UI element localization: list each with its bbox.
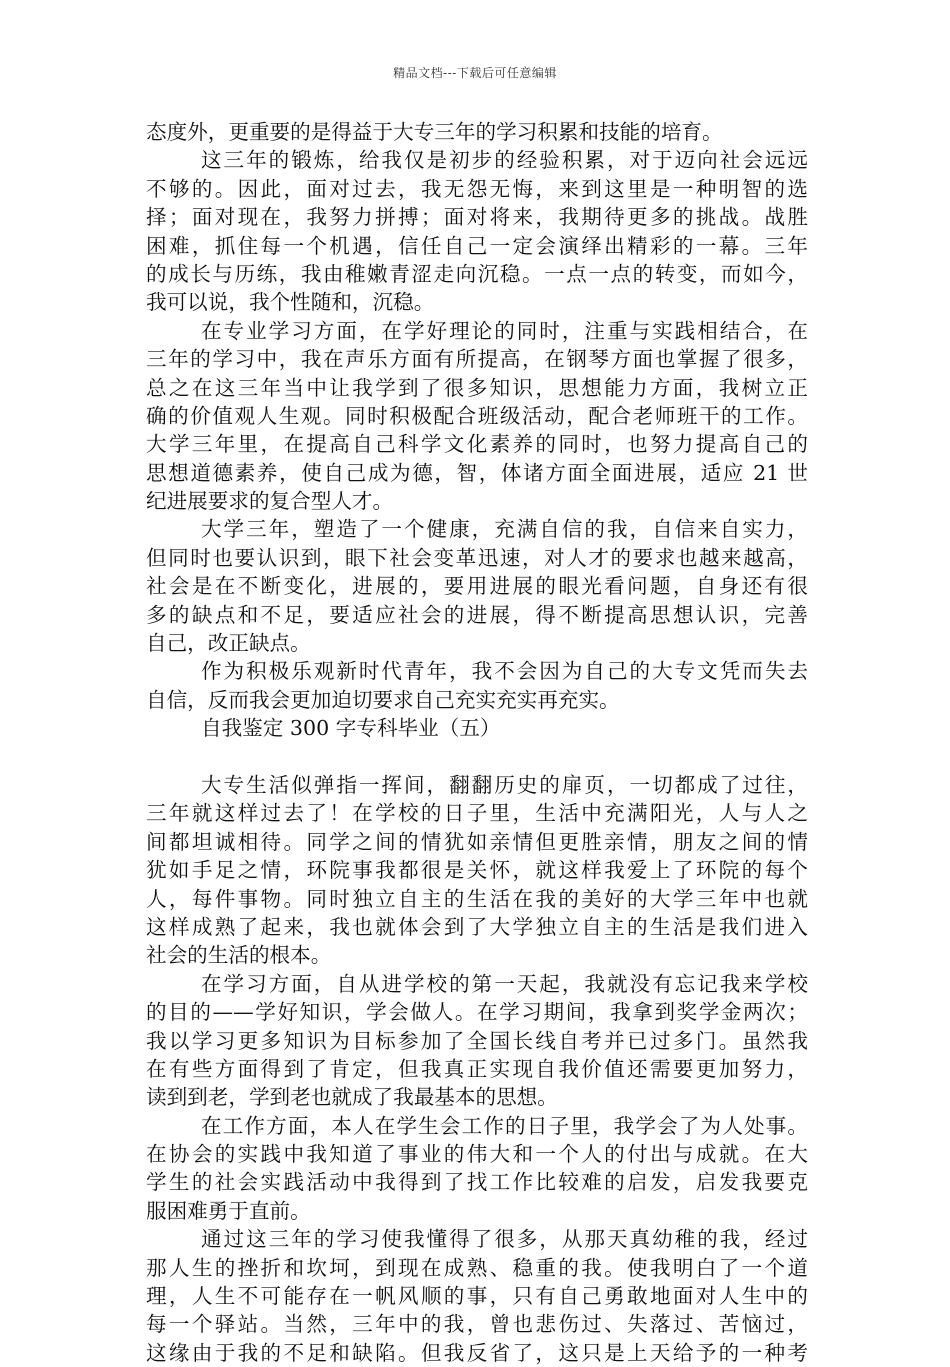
text-line: 通过这三年的学习使我懂得了很多，从那天真幼稚的我，经过 xyxy=(201,1227,808,1252)
text-line: 我以学习更多知识为目标参加了全国长线自考并已过多门。虽然我 xyxy=(146,1028,808,1053)
document-body xyxy=(146,118,808,1367)
text-line: 每一个驿站。当然，三年中的我，曾也悲伤过、失落过、苦恼过， xyxy=(146,1312,808,1337)
text-line: 这缘由于我的不足和缺陷。但我反省了，这只是上天给予的一种考 xyxy=(146,1340,808,1365)
text-line: 自我鉴定 300 字专科毕业（五） xyxy=(201,716,501,741)
text-line: 理，人生不可能存在一帆风顺的事，只有自己勇敢地面对人生中的 xyxy=(146,1284,808,1309)
text-line: 在协会的实践中我知道了事业的伟大和一个人的付出与成就。在大 xyxy=(146,1142,808,1167)
text-line: 服困难勇于直前。 xyxy=(146,1198,311,1223)
text-line: 但同时也要认识到，眼下社会变革迅速，对人才的要求也越来越高， xyxy=(146,545,808,570)
text-line: 多的缺点和不足，要适应社会的进展，得不断提高思想认识，完善 xyxy=(146,602,808,627)
text-line: 择；面对现在，我努力拼搏；面对将来，我期待更多的挑战。战胜 xyxy=(146,205,808,230)
text-line: 的目的——学好知识，学会做人。在学习期间，我拿到奖学金两次； xyxy=(146,1000,808,1025)
blank-line xyxy=(146,743,808,771)
page-header: 精品文档---下载后可任意编辑 xyxy=(393,66,557,80)
text-line: 大学三年，塑造了一个健康，充满自信的我，自信来自实力， xyxy=(201,517,808,542)
text-line: 那人生的挫折和坎坷，到现在成熟、稳重的我。使我明白了一个道 xyxy=(146,1255,808,1280)
text-line: 我可以说，我个性随和，沉稳。 xyxy=(146,290,435,315)
text-line: 社会的生活的根本。 xyxy=(146,943,332,968)
text-line: 三年就这样过去了！在学校的日子里，生活中充满阳光，人与人之 xyxy=(146,801,808,826)
text-line: 在工作方面，本人在学生会工作的日子里，我学会了为人处事。 xyxy=(201,1113,808,1138)
text-line: 不够的。因此，面对过去，我无怨无悔，来到这里是一种明智的选 xyxy=(146,176,808,201)
text-line: 困难，抓住每一个机遇，信任自己一定会演绎出精彩的一幕。三年 xyxy=(146,233,808,258)
text-line: 这样成熟了起来，我也就体会到了大学独立自主的生活是我们进入 xyxy=(146,914,808,939)
text-line: 思想道德素养，使自己成为德，智，体诸方面全面进展，适应 21 世 xyxy=(146,460,808,485)
text-line: 确的价值观人生观。同时积极配合班级活动，配合老师班干的工作。 xyxy=(146,403,808,428)
text-line: 人，每件事物。同时独立自主的生活在我的美好的大学三年中也就 xyxy=(146,886,808,911)
text-line: 这三年的锻炼，给我仅是初步的经验积累，对于迈向社会远远 xyxy=(201,148,808,173)
text-line: 读到到老，学到老也就成了我最基本的思想。 xyxy=(146,1085,558,1110)
text-line: 在专业学习方面，在学好理论的同时，注重与实践相结合，在 xyxy=(201,318,808,343)
text-line: 的成长与历练，我由稚嫩青涩走向沉稳。一点一点的转变，而如今， xyxy=(146,261,808,286)
text-line: 间都坦诚相待。同学之间的情犹如亲情但更胜亲情，朋友之间的情 xyxy=(146,829,808,854)
text-line: 大专生活似弹指一挥间，翻翻历史的扉页，一切都成了过往， xyxy=(201,772,808,797)
text-line: 大学三年里，在提高自己科学文化素养的同时，也努力提高自己的 xyxy=(146,432,808,457)
text-line: 犹如手足之情，环院事我都很是关怀，就这样我爱上了环院的每个 xyxy=(146,858,808,883)
text-line: 自己，改正缺点。 xyxy=(146,631,311,656)
text-line: 自信，反而我会更加迫切要求自己充实充实再充实。 xyxy=(146,687,620,712)
text-line: 在有些方面得到了肯定，但我真正实现自我价值还需要更加努力， xyxy=(146,1056,808,1081)
text-line: 社会是在不断变化，进展的，要用进展的眼光看问题，自身还有很 xyxy=(146,574,808,599)
text-line: 在学习方面，自从进学校的第一天起，我就没有忘记我来学校 xyxy=(201,971,808,996)
text-line: 作为积极乐观新时代青年，我不会因为自己的大专文凭而失去 xyxy=(201,659,808,684)
text-line: 纪进展要求的复合型人才。 xyxy=(146,489,394,514)
text-line: 三年的学习中，我在声乐方面有所提高，在钢琴方面也掌握了很多， xyxy=(146,347,808,372)
text-line: 总之在这三年当中让我学到了很多知识，思想能力方面，我树立正 xyxy=(146,375,808,400)
text-line: 学生的社会实践活动中我得到了找工作比较难的启发，启发我要克 xyxy=(146,1170,808,1195)
text-line: 态度外，更重要的是得益于大专三年的学习积累和技能的培育。 xyxy=(146,120,723,144)
